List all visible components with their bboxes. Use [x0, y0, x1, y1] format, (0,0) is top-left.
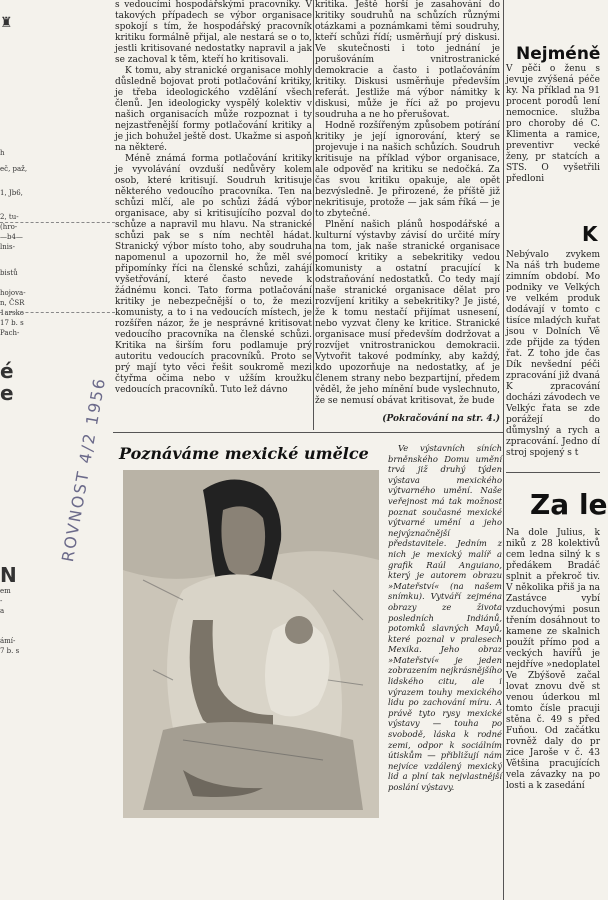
- left-fragment: bistů: [0, 269, 18, 277]
- section-rule: [506, 472, 600, 473]
- right-column-text: Nebývalo zvykem Na náš trh budeme zimním období. Mo podniky ve Velkých ve velkém produk dodávají v tomto c tisíce mladých kuřat jsou v Dolních Vě zde přijde za týden řat. Z toho jde čas Dík nevšední péči zpracování již dvaná K zpracování docházi závodech ve Velkýc řata se zde porážejí do důmyslný a rych a zpracování. Jedno dí stroj spojený s t: [506, 250, 600, 458]
- article-paragraph: kritika. Ještě horší je zasahování do kritiky soudruhů na schůzích různými otázkami a poznámkami těmi soudruhy, kteří schůzi řídí; usměrňují prý diskusi. Ve skutečnosti i toto jednání je porušováním vnitrostranické demokracie a často i potlačováním kritiky. Diskusi usměrňuje především referát. Jestliže má výbor námitky k diskusi, může je říci až po projevu soudruha a ne ho přerušovat.: [315, 0, 500, 120]
- left-fragment: ámí-: [0, 637, 16, 645]
- left-fragment: 17 b. s: [0, 319, 24, 327]
- left-fragment: é: [0, 359, 14, 383]
- caption-paragraph: Ve výstavních síních brněnského Domu umění trvá již druhý týden výstava mexického výtvarného umění. Naše veřejnost má tak možnost poznat současné mexické výtvarné umění a jeho nejvýznačnější představitele. Jedním z nich je mexický malíř a grafik Raúl Anguiano, který je autorem obrazu »Mateřství« (na našem snímku). Vytváří zejména obrazy ze života posledních Indiánů, potomků slavných Mayů, které poznal v pralesech Mexika. Jeho obraz »Mateřství« je jeden zobrazením nejkrásnějšího lidského citu, ale i výrazem touhy mexického lidu po zachování míru. A právě tyto rysy mexické výstavy — touha po svobodě, láska k rodné zemi, odpor k sociálním útiskům — přibližují nám nejvíce vzdálený mexický lid a plní tak nejvlastnější poslání výstavy.: [388, 443, 502, 792]
- left-fragment: lnis-: [0, 243, 15, 251]
- feature-title: Poznáváme mexické umělce: [119, 444, 369, 463]
- section-rule: [113, 432, 503, 433]
- right-column-text: V pěči o ženu s jevuje zvýšená péče ky. Na příklad na 91 procent porodů lení nemocnice. služba pro choroby dé C. Klimenta a ramice, preventivr vecké ženy, pr statcích a STS. O vyšetřili předloni: [506, 64, 600, 184]
- article-column-1: [115, 0, 312, 428]
- left-fragment: Pach-: [0, 329, 20, 337]
- left-fragment: -: [0, 597, 3, 605]
- artwork-illustration: [123, 470, 379, 818]
- left-fragment: em: [0, 587, 11, 595]
- left-fragment: 2, tu-: [0, 213, 19, 221]
- left-fragment: N: [0, 563, 17, 587]
- left-fragment: eč, paž,: [0, 165, 28, 173]
- continuation-note: (Pokračování na str. 4.): [382, 414, 500, 424]
- right-column-text: Na dole Julius, k niků z 28 kolektivů cem ledna silný k s předákem Bradáč splnit a překroč tiv. V několika přiš ja na Zastávce vybí vzduchovými posun třením dosáhnout to kamene ze skalnich použít přímo pod a veckých havířů je nejdříve »nedoplatel Ve Zbýšově začal lovat znovu dvě st venou úderkou ml tomto čísle pracuji stěna č. 49 s před Fuňou. Od začátku rovněž daly do pr zice Jaroše v č. 43 Většina pracujících vela závazky na po losti a k zasedání: [506, 528, 600, 791]
- left-fragment: —b4—: [0, 233, 23, 241]
- left-fragment: n, ČSR: [0, 299, 25, 307]
- article-paragraph: Méně známá forma potlačování kritiky je vyvolávání ovzduší nedůvěry kolem osob, které kritisují. Soudruh kritisuje některého vedoucího pracovníka. Ten na schůzi mlčí, ale po schůzi žádá výbor organisace, aby si kritisujícího pozval do schůze a napravil mu hlavu. Na stranické schůzi pak se s ním nechtěl hádat. Stranický výbor místo toho, aby soudruha napomenul a upozornil ho, že měl své připomínky říci na členské schůzi, zahájí vyšetřování, které často nevede k žádnému konci. Tato forma potlačování kritiky je nebezpečnější o to, že mezi komunisty, a to i na vedoucích místech, je rozšířen názor, že je nesprávné kritisovat vedoucího pracovníka na členské schůzi. Kritika na širším foru podlamuje prý autoritu vedoucích pracovníků. Proto se prý mají tyto věci řešit soukromě mezi čtyřma očima nebo v užším kroužku vedoucích pracovníků. Tuto lež dávno: [115, 154, 312, 395]
- crest-icon: ♜: [0, 15, 13, 31]
- left-fragment: a: [0, 607, 5, 615]
- feature-caption: [388, 443, 502, 793]
- left-fragment: e: [0, 381, 14, 405]
- right-column: [506, 0, 608, 900]
- column-rule: [503, 0, 504, 900]
- article-paragraph: Plnění našich plánů hospodářské a kulturní výstavby závisí do určité míry na tom, jak naše stranické organisace pomocí kritiky a sebekritiky vedou komunisty a ostatní pracující k odstraňování nedostatků. Co tedy mají naše stranické organisace dělat pro rozvíjení kritiky a sebekritiky? Je jisté, že k tomu nestačí přijímat usnesení, nebo vyzvat členy ke kritice. Stranické organisace musí především dodržovat a rozvíjet vnitrostranickou demokracii. Vytvořit takové podmínky, aby každý, kdo upozorňuje na nedostatky, ať je členem strany nebo bezpartijní, předem věděl, že jeho mínění bude vyslechnuto, že se nemusí obávat kritisovat, že bude: [315, 220, 500, 406]
- article-paragraph: K tomu, aby stranické organisace mohly důsledně bojovat proti potlačování kritiky, je třeba ideologického vzdělání všech členů. Jen ideologicky vyspělý kolektiv v našich organisacích může rozpoznat i ty nejzastřenější formy potlačování kritiky a je jich bohužel ještě dost. Ukažme si aspoň na některé.: [115, 66, 312, 153]
- left-fragment: h: [0, 149, 5, 157]
- column-rule: [313, 0, 314, 430]
- left-fragment: 1arsko: [0, 309, 25, 317]
- right-headline: Nejméně: [516, 44, 601, 64]
- article-paragraph: Hodně rozšířeným způsobem potírání kritiky je její ignorování, který se projevuje i na našich schůzích. Soudruh kritisuje na příklad výbor organisace, ale odpověď na kritiku se nedočká. Za čas svou kritiku opakuje, ale opět bezvýsledně. Je přirozené, že příště již nekritisuje, protože — jak sám říká — je to zbytečné.: [315, 121, 500, 219]
- left-fragment: 7 b. s: [0, 647, 20, 655]
- right-headline: K: [582, 222, 598, 246]
- left-fragment: (hro-: [0, 223, 18, 231]
- left-fragment: 1, Jb6,: [0, 189, 23, 197]
- right-headline: Za le: [530, 488, 608, 521]
- article-paragraph: s vedoucími hospodářskými pracovníky. V takových případech se výbor organisace spokojí s tím, že hospodářský pracovník kritiku formálně přijal, ale nestará se o to, jestli kritisované nedostatky napravil a jak se zachoval k těm, kteří ho kritisovali.: [115, 0, 312, 65]
- article-column-2: [315, 0, 500, 428]
- cut-mark: [0, 222, 115, 223]
- cut-mark: [0, 312, 115, 313]
- maternity-artwork-image: [123, 470, 379, 818]
- left-margin-strip: [0, 0, 30, 900]
- handwritten-date-stamp: ROVNOST 4/2 1956: [58, 375, 110, 564]
- left-fragment: hojova-: [0, 289, 26, 297]
